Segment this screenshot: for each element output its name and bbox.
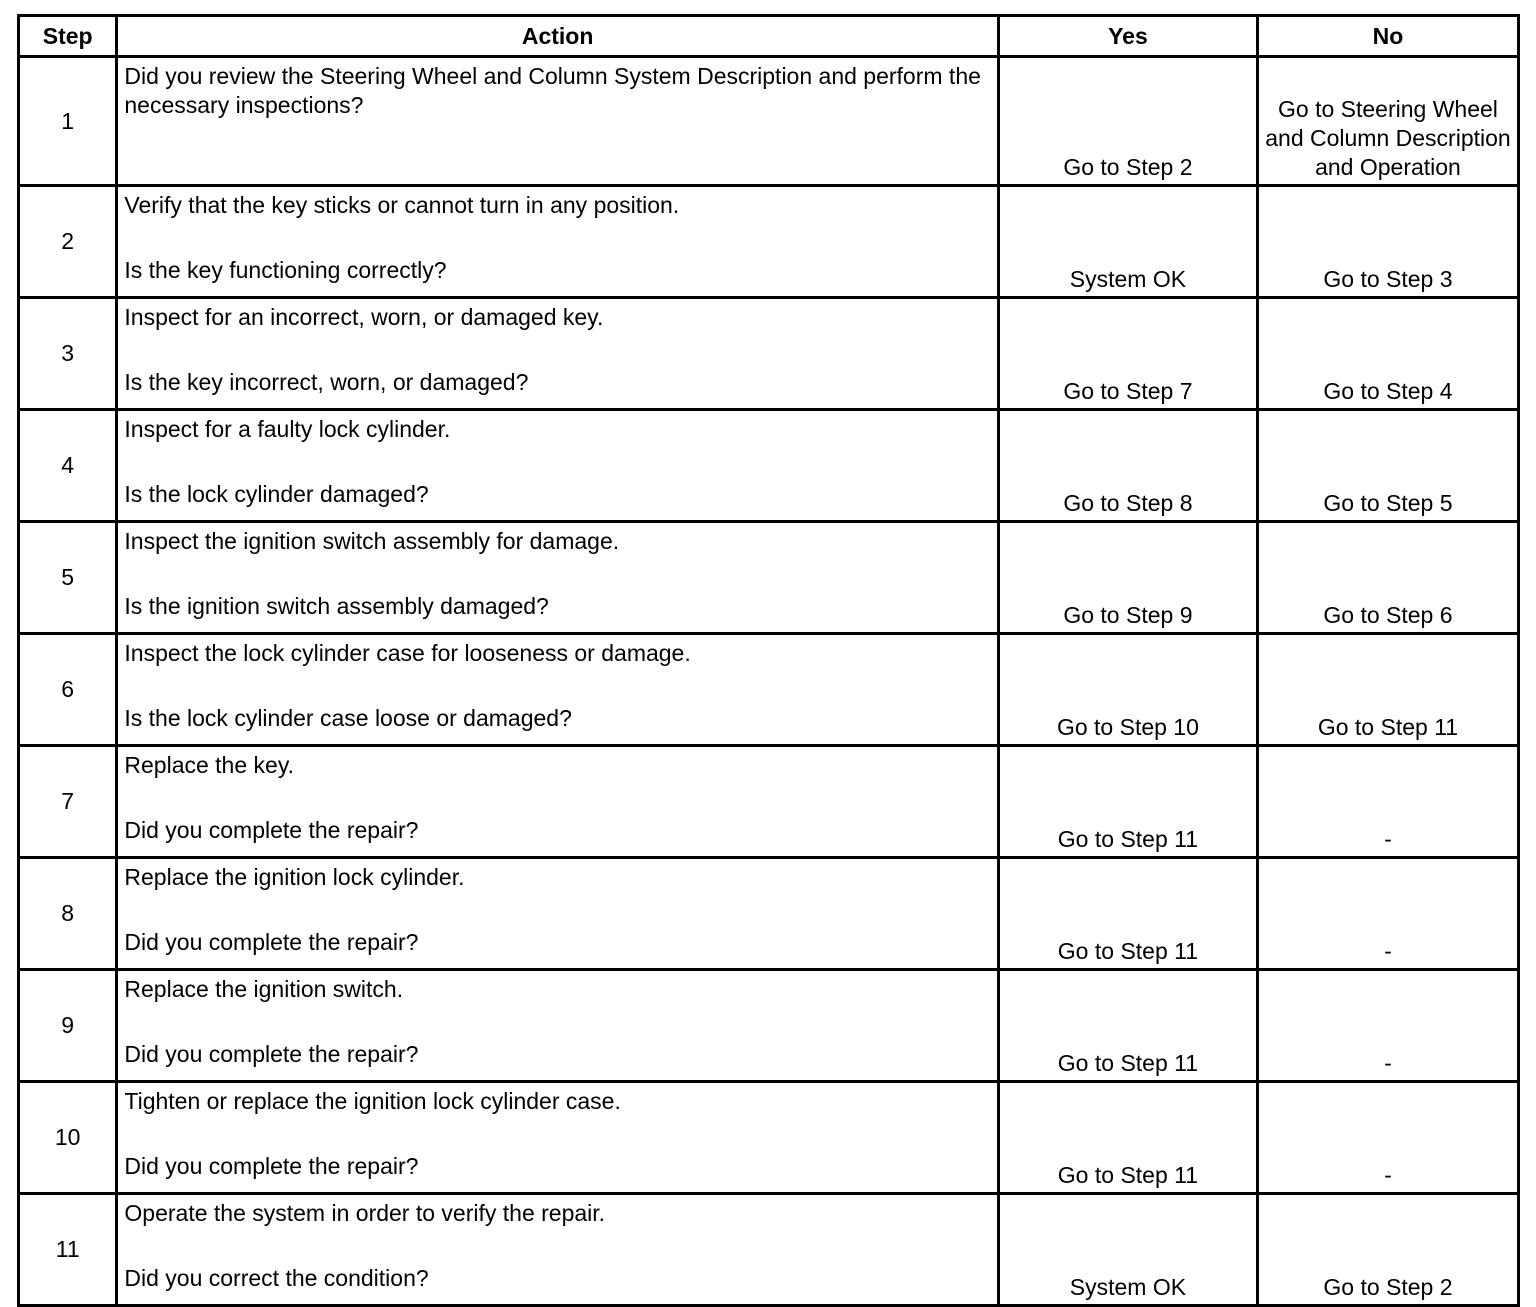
table-row bbox=[19, 1082, 1519, 1194]
action-cell bbox=[117, 410, 999, 522]
action-instruction: Replace the ignition switch. bbox=[124, 976, 404, 1002]
step-number: 1 bbox=[19, 57, 117, 186]
action-question: Is the ignition switch assembly damaged? bbox=[124, 593, 549, 619]
yes-result-text: System OK bbox=[1069, 266, 1187, 292]
table-row bbox=[19, 410, 1519, 522]
action-instruction: Replace the key. bbox=[124, 752, 295, 778]
no-result-text: Go to Step 3 bbox=[1323, 266, 1453, 292]
header-no: No bbox=[1257, 16, 1518, 57]
no-result bbox=[1257, 634, 1518, 746]
table-row bbox=[19, 858, 1519, 970]
header-action: Action bbox=[117, 16, 999, 57]
no-result-text: - bbox=[1384, 1050, 1392, 1076]
table-row bbox=[19, 298, 1519, 410]
no-result bbox=[1257, 1194, 1518, 1306]
action-question: Did you correct the condition? bbox=[124, 1265, 429, 1291]
diagnostic-table bbox=[17, 14, 1520, 1307]
action-cell bbox=[117, 970, 999, 1082]
action-question: Did you complete the repair? bbox=[124, 1041, 419, 1067]
table-row bbox=[19, 634, 1519, 746]
yes-result bbox=[998, 298, 1257, 410]
step-number: 11 bbox=[19, 1194, 117, 1306]
no-result bbox=[1257, 858, 1518, 970]
action-question: Is the key functioning correctly? bbox=[124, 257, 447, 283]
no-result-text: - bbox=[1384, 826, 1392, 852]
yes-result bbox=[998, 522, 1257, 634]
action-instruction: Inspect the ignition switch assembly for damage. bbox=[124, 528, 620, 554]
header-row bbox=[19, 16, 1519, 57]
yes-result bbox=[998, 57, 1257, 186]
table-row bbox=[19, 746, 1519, 858]
action-question: Did you complete the repair? bbox=[124, 929, 419, 955]
action-instruction: Replace the ignition lock cylinder. bbox=[124, 864, 465, 890]
yes-result bbox=[998, 1194, 1257, 1306]
no-result-text: Go to Steering Wheel and Column Description and Operation bbox=[1265, 96, 1511, 180]
step-number: 9 bbox=[19, 970, 117, 1082]
yes-result bbox=[998, 858, 1257, 970]
yes-result-text: Go to Step 11 bbox=[1057, 938, 1199, 964]
action-instruction: Inspect for an incorrect, worn, or damaged key. bbox=[124, 304, 604, 330]
action-question: Is the lock cylinder case loose or damaged? bbox=[124, 705, 572, 731]
action-cell bbox=[117, 858, 999, 970]
action-question: Is the key incorrect, worn, or damaged? bbox=[124, 369, 529, 395]
no-result bbox=[1257, 298, 1518, 410]
action-cell bbox=[117, 57, 999, 186]
no-result-text: Go to Step 5 bbox=[1323, 490, 1453, 516]
table-row bbox=[19, 186, 1519, 298]
yes-result-text: Go to Step 2 bbox=[1063, 154, 1193, 180]
no-result bbox=[1257, 746, 1518, 858]
action-cell bbox=[117, 1194, 999, 1306]
table-row bbox=[19, 522, 1519, 634]
action-instruction: Verify that the key sticks or cannot turn in any position. bbox=[124, 192, 680, 218]
yes-result-text: Go to Step 7 bbox=[1063, 378, 1193, 404]
no-result-text: Go to Step 2 bbox=[1323, 1274, 1453, 1300]
no-result bbox=[1257, 1082, 1518, 1194]
action-question: Did you complete the repair? bbox=[124, 817, 419, 843]
header-step: Step bbox=[19, 16, 117, 57]
table-row bbox=[19, 57, 1519, 186]
no-result bbox=[1257, 57, 1518, 186]
yes-result-text: System OK bbox=[1069, 1274, 1187, 1300]
yes-result bbox=[998, 186, 1257, 298]
yes-result bbox=[998, 410, 1257, 522]
yes-result-text: Go to Step 9 bbox=[1063, 602, 1193, 628]
action-instruction: Tighten or replace the ignition lock cylinder case. bbox=[124, 1088, 621, 1114]
step-number: 10 bbox=[19, 1082, 117, 1194]
action-cell bbox=[117, 522, 999, 634]
yes-result-text: Go to Step 11 bbox=[1057, 1050, 1199, 1076]
no-result-text: Go to Step 4 bbox=[1323, 378, 1453, 404]
yes-result-text: Go to Step 11 bbox=[1057, 826, 1199, 852]
action-instruction: Did you review the Steering Wheel and Column System Description and perform the necessary inspections? bbox=[124, 63, 981, 118]
action-cell bbox=[117, 298, 999, 410]
no-result bbox=[1257, 522, 1518, 634]
action-cell bbox=[117, 186, 999, 298]
step-number: 3 bbox=[19, 298, 117, 410]
yes-result bbox=[998, 634, 1257, 746]
no-result-text: Go to Step 6 bbox=[1323, 602, 1453, 628]
no-result-text: - bbox=[1384, 938, 1392, 964]
action-cell bbox=[117, 746, 999, 858]
yes-result bbox=[998, 1082, 1257, 1194]
no-result bbox=[1257, 410, 1518, 522]
step-number: 6 bbox=[19, 634, 117, 746]
table-row bbox=[19, 970, 1519, 1082]
yes-result bbox=[998, 970, 1257, 1082]
table-body bbox=[19, 57, 1519, 1306]
step-number: 2 bbox=[19, 186, 117, 298]
no-result bbox=[1257, 186, 1518, 298]
table-row bbox=[19, 1194, 1519, 1306]
step-number: 8 bbox=[19, 858, 117, 970]
table-header bbox=[19, 16, 1519, 57]
no-result bbox=[1257, 970, 1518, 1082]
step-number: 5 bbox=[19, 522, 117, 634]
action-instruction: Inspect for a faulty lock cylinder. bbox=[124, 416, 451, 442]
action-question: Did you complete the repair? bbox=[124, 1153, 419, 1179]
yes-result-text: Go to Step 11 bbox=[1057, 1162, 1199, 1188]
yes-result-text: Go to Step 10 bbox=[1056, 714, 1199, 740]
header-yes: Yes bbox=[998, 16, 1257, 57]
action-cell bbox=[117, 1082, 999, 1194]
action-instruction: Operate the system in order to verify the repair. bbox=[124, 1200, 606, 1226]
yes-result-text: Go to Step 8 bbox=[1063, 490, 1193, 516]
action-cell bbox=[117, 634, 999, 746]
no-result-text: Go to Step 11 bbox=[1317, 714, 1459, 740]
step-number: 4 bbox=[19, 410, 117, 522]
step-number: 7 bbox=[19, 746, 117, 858]
no-result-text: - bbox=[1384, 1162, 1392, 1188]
action-instruction: Inspect the lock cylinder case for looseness or damage. bbox=[124, 640, 691, 666]
yes-result bbox=[998, 746, 1257, 858]
action-question: Is the lock cylinder damaged? bbox=[124, 481, 429, 507]
